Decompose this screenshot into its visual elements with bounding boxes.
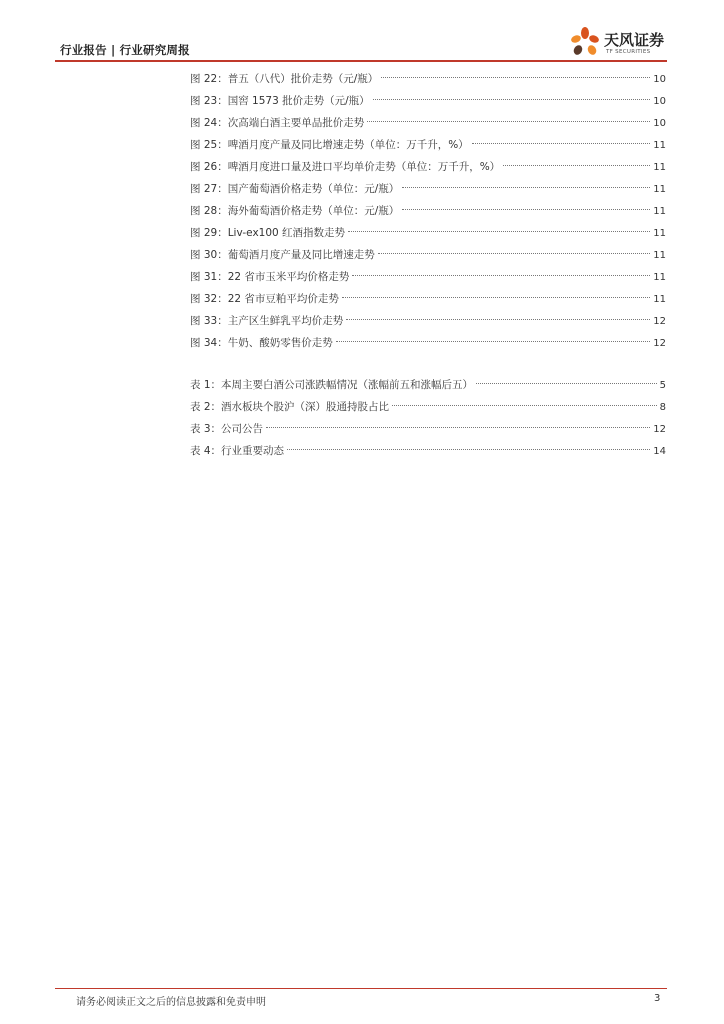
toc-entry[interactable]	[190, 134, 666, 156]
toc-entry-label: 图 33：主产区生鲜乳平均价走势	[190, 315, 344, 327]
toc-entry-page: 12	[653, 316, 666, 327]
toc-entry-label: 表 4：行业重要动态	[190, 445, 285, 457]
toc-dot-leader	[367, 121, 650, 122]
toc-entry[interactable]	[190, 244, 666, 266]
toc-entry-page: 11	[653, 184, 666, 195]
toc-dot-leader	[381, 77, 650, 78]
toc-dot-leader	[476, 383, 657, 384]
toc-entry[interactable]	[190, 440, 666, 462]
toc-entry[interactable]	[190, 332, 666, 354]
toc-entry-page: 11	[653, 228, 666, 239]
toc-entry-label: 图 32：22 省市豆粕平均价走势	[190, 293, 339, 305]
toc-entry-label: 图 34：牛奶、酸奶零售价走势	[190, 337, 333, 349]
toc-entry-page: 8	[659, 402, 666, 413]
toc-entry-page: 10	[653, 74, 666, 85]
toc-entry-label: 表 2：酒水板块个股沪（深）股通持股占比	[190, 401, 390, 413]
toc-entry[interactable]	[190, 396, 666, 418]
logo-name-cn: 天风证券	[604, 31, 665, 49]
toc-entry-label: 图 22：普五（八代）批价走势（元/瓶）	[190, 73, 379, 85]
logo-flower-icon	[568, 26, 604, 60]
toc-entry-page: 5	[659, 380, 666, 391]
toc-dot-leader	[373, 99, 651, 100]
toc-entry[interactable]	[190, 200, 666, 222]
footer-rule	[55, 988, 667, 989]
toc-entry-label: 图 28：海外葡萄酒价格走势（单位：元/瓶）	[190, 205, 400, 217]
toc-entry[interactable]	[190, 288, 666, 310]
toc-entry-page: 11	[653, 272, 666, 283]
toc-dot-leader	[266, 427, 650, 428]
toc-dot-leader	[336, 341, 651, 342]
toc-entry[interactable]	[190, 310, 666, 332]
toc-entry[interactable]	[190, 418, 666, 440]
figure-list	[190, 68, 666, 354]
toc-entry[interactable]	[190, 178, 666, 200]
toc-entry-page: 12	[653, 338, 666, 349]
table-list	[190, 374, 666, 462]
toc-entry-page: 12	[653, 424, 666, 435]
logo-name-en: TF SECURITIES	[606, 49, 651, 55]
footer-page-number: 3	[654, 993, 661, 1004]
toc-dot-leader	[503, 165, 650, 166]
toc-entry-label: 图 27：国产葡萄酒价格走势（单位：元/瓶）	[190, 183, 400, 195]
company-logo	[568, 26, 672, 60]
toc-dot-leader	[378, 253, 651, 254]
toc-entry-label: 表 3：公司公告	[190, 423, 264, 435]
toc-entry-page: 10	[653, 118, 666, 129]
toc-entry-page: 11	[653, 206, 666, 217]
toc-entry-label: 图 23：国窖 1573 批价走势（元/瓶）	[190, 95, 370, 107]
toc-entry[interactable]	[190, 112, 666, 134]
toc-entry-label: 表 1：本周主要白酒公司涨跌幅情况（涨幅前五和涨幅后五）	[190, 379, 474, 391]
header-title: 行业报告 | 行业研究周报	[60, 43, 190, 57]
toc-entry[interactable]	[190, 156, 666, 178]
toc-entry-label: 图 24：次高端白酒主要单品批价走势	[190, 117, 365, 129]
toc-entry-label: 图 31：22 省市玉米平均价格走势	[190, 271, 350, 283]
toc-entry[interactable]	[190, 222, 666, 244]
toc-dot-leader	[402, 187, 650, 188]
toc-entry-page: 14	[653, 446, 666, 457]
toc-entry[interactable]	[190, 68, 666, 90]
toc-entry[interactable]	[190, 374, 666, 396]
toc-dot-leader	[392, 405, 657, 406]
toc-entry-label: 图 30：葡萄酒月度产量及同比增速走势	[190, 249, 375, 261]
toc-entry-page: 11	[653, 162, 666, 173]
footer-disclaimer: 请务必阅读正文之后的信息披露和免责申明	[76, 997, 266, 1008]
toc-dot-leader	[346, 319, 650, 320]
toc-entry-page: 11	[653, 250, 666, 261]
toc-entry-label: 图 29：Liv-ex100 红酒指数走势	[190, 227, 346, 239]
toc-entry-label: 图 25：啤酒月度产量及同比增速走势（单位：万千升，%）	[190, 139, 469, 151]
toc-entry-page: 10	[653, 96, 666, 107]
toc-dot-leader	[348, 231, 650, 232]
toc-entry-label: 图 26：啤酒月度进口量及进口平均单价走势（单位：万千升，%）	[190, 161, 501, 173]
toc-entry-page: 11	[653, 140, 666, 151]
toc-dot-leader	[472, 143, 651, 144]
toc-dot-leader	[352, 275, 650, 276]
toc-dot-leader	[342, 297, 650, 298]
header-rule	[55, 60, 667, 62]
toc-dot-leader	[402, 209, 650, 210]
toc-entry[interactable]	[190, 90, 666, 112]
toc-dot-leader	[287, 449, 650, 450]
toc-entry[interactable]	[190, 266, 666, 288]
toc-entry-page: 11	[653, 294, 666, 305]
